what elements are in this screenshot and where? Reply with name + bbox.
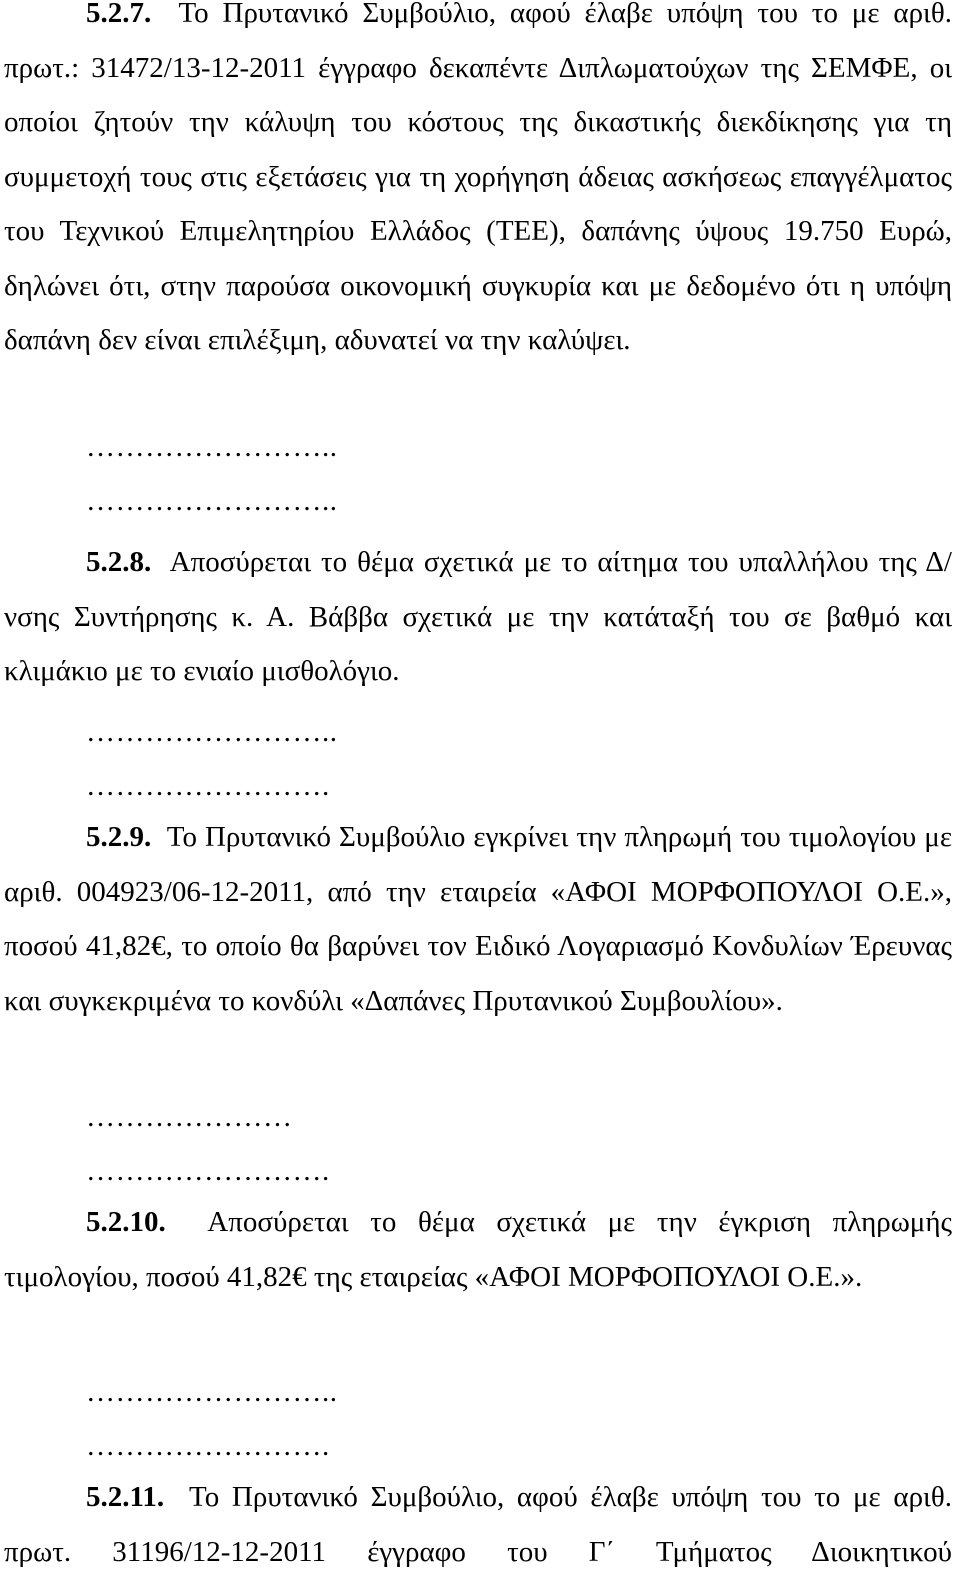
section-number: 5.2.7. xyxy=(86,0,152,29)
section-text: Το Πρυτανικό Συμβούλιο, αφού έλαβε υπόψη του το με αριθ. πρωτ. 31196/12-12-2011 έγγραφο του Γ΄ Τμήματος Διοικητικού xyxy=(4,1481,952,1568)
dotted-separator: …………………….. xyxy=(86,716,338,748)
section-text: Αποσύρεται το θέμα σχετικά με το αίτημα του υπαλλήλου της Δ/νσης Συντήρησης κ. Α. Βάββα σχετικά με την κατάταξή του σε βαθμό και κλιμάκιο με το ενιαίο μισθολόγιο. xyxy=(4,546,952,687)
section-5-2-7 xyxy=(4,0,952,368)
dotted-separator: ……………………. xyxy=(86,1430,330,1462)
section-text: Το Πρυτανικό Συμβούλιο, αφού έλαβε υπόψη του το με αριθ. πρωτ.: 31472/13-12-2011 έγγραφο δεκαπέντε Διπλωματούχων της ΣΕΜΦΕ, οι οποίοι ζητούν την κάλυψη του κόστους της δικαστικής διεκδίκησης για τη συμμετοχή τους στις εξετάσεις για τη χορήγηση άδειας ασκήσεως επαγγέλματος του Τεχνικού Επιμελητηρίου Ελλάδος (ΤΕΕ), δαπάνης ύψους 19.750 Ευρώ, δηλώνει ότι, στην παρούσα οικονομική συγκυρία και με δεδομένο ότι η υπόψη δαπάνη δεν είναι επιλέξιμη, αδυνατεί να την καλύψει. xyxy=(4,0,952,356)
section-5-2-9 xyxy=(4,810,952,1028)
section-number: 5.2.8. xyxy=(86,546,152,578)
dotted-separator: …………………….. xyxy=(86,1376,338,1408)
section-text: Το Πρυτανικό Συμβούλιο εγκρίνει την πληρωμή του τιμολογίου με αριθ. 004923/06-12-2011, από την εταιρεία «ΑΦΟΙ ΜΟΡΦΟΠΟΥΛΟΙ Ο.Ε.», ποσού 41,82€, το οποίο θα βαρύνει τον Ειδικό Λογαριασμό Κονδυλίων Έρευνας και συγκεκριμένα το κονδύλι «Δαπάνες Πρυτανικού Συμβουλίου». xyxy=(4,821,952,1017)
dotted-separator: …………………….. xyxy=(86,431,338,463)
section-5-2-10 xyxy=(4,1195,952,1304)
section-number: 5.2.11. xyxy=(86,1481,165,1513)
section-text: Αποσύρεται το θέμα σχετικά με την έγκριση πληρωμής τιμολογίου, ποσού 41,82€ της εταιρείας «ΑΦΟΙ ΜΟΡΦΟΠΟΥΛΟΙ Ο.Ε.». xyxy=(4,1206,952,1293)
section-number: 5.2.9. xyxy=(86,821,152,853)
dotted-separator: …………………….. xyxy=(86,485,338,517)
dotted-separator: ……………………. xyxy=(86,1155,330,1187)
section-number: 5.2.10. xyxy=(86,1206,166,1238)
dotted-separator: ………………… xyxy=(86,1101,293,1133)
section-5-2-8 xyxy=(4,535,952,699)
dotted-separator: ……………………. xyxy=(86,770,330,802)
section-5-2-11 xyxy=(4,1470,952,1579)
